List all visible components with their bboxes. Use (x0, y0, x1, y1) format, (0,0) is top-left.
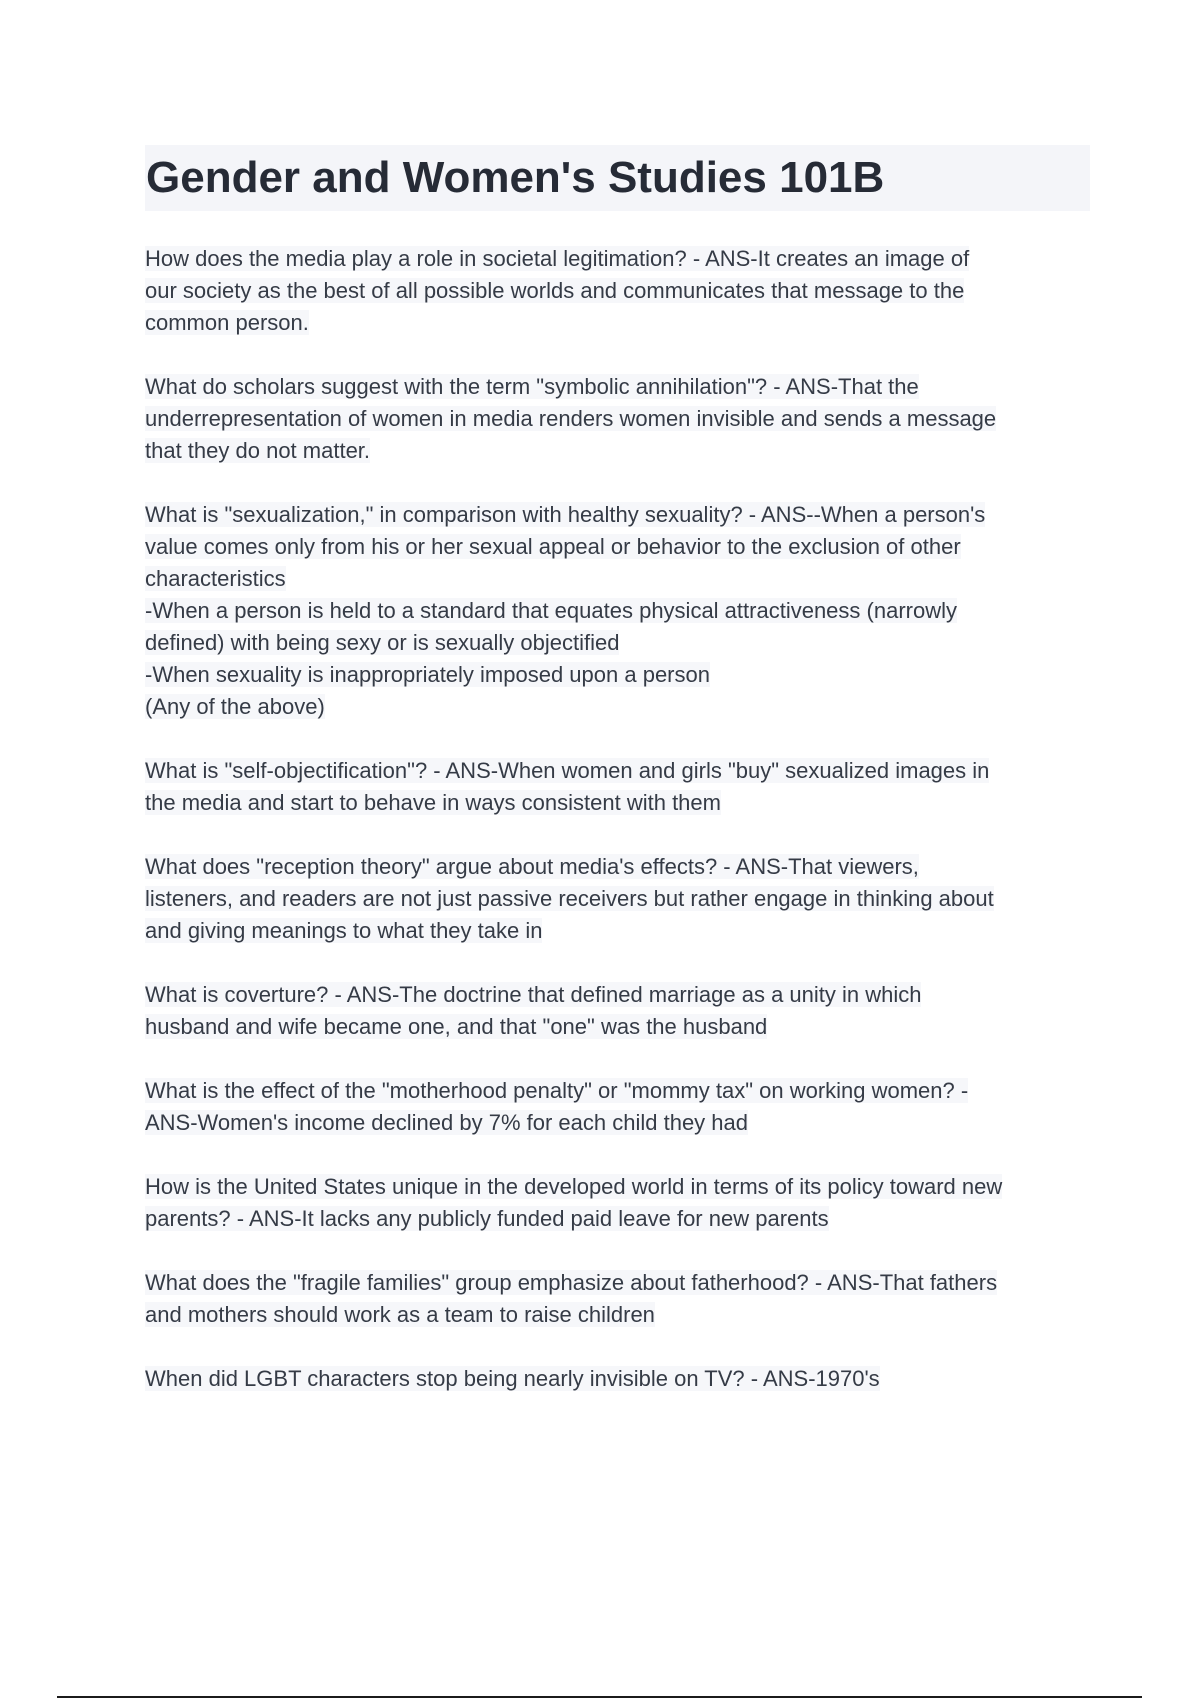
qa-line (145, 787, 1095, 819)
qa-line (145, 595, 1095, 627)
qa-line-text: How does the media play a role in societal legitimation? - ANS-It creates an image of (145, 246, 970, 271)
qa-line (145, 499, 1095, 531)
qa-line (145, 1363, 1095, 1395)
qa-item (145, 755, 1095, 819)
qa-line (145, 243, 1095, 275)
qa-item (145, 1075, 1095, 1139)
qa-line-text: characteristics (145, 566, 286, 591)
qa-line (145, 371, 1095, 403)
qa-item (145, 1363, 1095, 1395)
qa-line-text: that they do not matter. (145, 438, 371, 463)
qa-line-text: What is "sexualization," in comparison with healthy sexuality? - ANS--When a person's (145, 502, 986, 527)
qa-item (145, 243, 1095, 339)
qa-line-text: husband and wife became one, and that "one" was the husband (145, 1014, 768, 1039)
qa-line-text: value comes only from his or her sexual appeal or behavior to the exclusion of other (145, 534, 961, 559)
qa-line-text: parents? - ANS-It lacks any publicly funded paid leave for new parents (145, 1206, 829, 1231)
qa-line (145, 851, 1095, 883)
qa-line (145, 915, 1095, 947)
qa-line-text: (Any of the above) (145, 694, 325, 719)
qa-line (145, 435, 1095, 467)
qa-line (145, 275, 1095, 307)
qa-line-text: What is "self-objectification"? - ANS-When women and girls "buy" sexualized images in (145, 758, 990, 783)
qa-line (145, 691, 1095, 723)
qa-line-text: When did LGBT characters stop being nearly invisible on TV? - ANS-1970's (145, 1366, 880, 1391)
qa-line-text: underrepresentation of women in media renders women invisible and sends a message (145, 406, 997, 431)
qa-line-text: How is the United States unique in the developed world in terms of its policy toward new (145, 1174, 1003, 1199)
qa-line-text: the media and start to behave in ways consistent with them (145, 790, 721, 815)
qa-line (145, 755, 1095, 787)
qa-line (145, 979, 1095, 1011)
qa-line-text: and mothers should work as a team to raise children (145, 1302, 655, 1327)
qa-line (145, 1267, 1095, 1299)
qa-list (145, 243, 1095, 1427)
qa-line-text: our society as the best of all possible worlds and communicates that message to the (145, 278, 965, 303)
qa-line-text: What is the effect of the "motherhood penalty" or "mommy tax" on working women? - (145, 1078, 969, 1103)
qa-line-text: What do scholars suggest with the term "symbolic annihilation"? - ANS-That the (145, 374, 919, 399)
footer-divider (57, 1696, 1142, 1698)
qa-line (145, 563, 1095, 595)
qa-line (145, 1075, 1095, 1107)
qa-line-text: What is coverture? - ANS-The doctrine that defined marriage as a unity in which (145, 982, 922, 1007)
qa-line (145, 531, 1095, 563)
qa-line (145, 1299, 1095, 1331)
qa-item (145, 499, 1095, 723)
qa-item (145, 851, 1095, 947)
qa-line-text: What does the "fragile families" group emphasize about fatherhood? - ANS-That fathers (145, 1270, 998, 1295)
qa-line (145, 627, 1095, 659)
qa-line-text: What does "reception theory" argue about media's effects? - ANS-That viewers, (145, 854, 919, 879)
qa-item (145, 371, 1095, 467)
qa-line (145, 1107, 1095, 1139)
qa-line-text: common person. (145, 310, 309, 335)
page-title: Gender and Women's Studies 101B (145, 145, 1090, 211)
qa-line (145, 1171, 1095, 1203)
qa-line (145, 403, 1095, 435)
qa-line-text: -When a person is held to a standard that equates physical attractiveness (narrowly (145, 598, 957, 623)
qa-line (145, 1203, 1095, 1235)
qa-line (145, 659, 1095, 691)
qa-line-text: listeners, and readers are not just passive receivers but rather engage in thinking about (145, 886, 994, 911)
qa-item (145, 1171, 1095, 1235)
qa-item (145, 979, 1095, 1043)
qa-line-text: defined) with being sexy or is sexually objectified (145, 630, 620, 655)
qa-item (145, 1267, 1095, 1331)
qa-line (145, 307, 1095, 339)
qa-line-text: ANS-Women's income declined by 7% for each child they had (145, 1110, 748, 1135)
qa-line (145, 1011, 1095, 1043)
qa-line (145, 883, 1095, 915)
qa-line-text: and giving meanings to what they take in (145, 918, 543, 943)
qa-line-text: -When sexuality is inappropriately imposed upon a person (145, 662, 710, 687)
